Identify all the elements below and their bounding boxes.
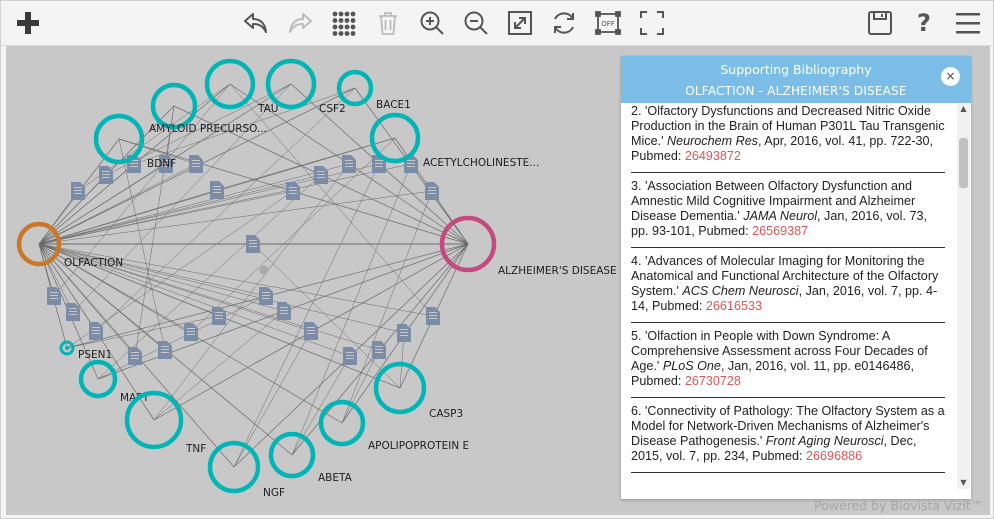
pubmed-link[interactable]: 26696886 (806, 449, 863, 463)
save-icon[interactable] (864, 7, 896, 39)
document-icon-line (69, 311, 77, 312)
document-icon-line (307, 330, 315, 331)
document-icon-line (50, 292, 58, 293)
document-icon-line (400, 335, 408, 336)
grid-icon[interactable] (328, 7, 360, 39)
document-icon-line (215, 315, 223, 316)
toolbar (1, 1, 993, 46)
reference-journal: JAMA Neurol (743, 209, 818, 223)
document-icon-line (92, 327, 100, 328)
reference-details: , Jan, 2016, vol. 11, pp. e0146486, Pubmed: (631, 359, 914, 388)
document-icon-line (280, 310, 288, 311)
document-icon-line (375, 346, 383, 347)
document-icon-line (50, 298, 58, 299)
document-icon-line (346, 355, 354, 356)
document-icon-line (187, 334, 195, 335)
edge (253, 244, 400, 388)
node-center-dot (65, 346, 69, 350)
document-icon-line (400, 332, 408, 333)
panel-header (621, 56, 971, 103)
document-icon-line (213, 192, 221, 193)
pubmed-link[interactable]: 26730728 (684, 374, 741, 388)
scroll-down-arrow-icon[interactable]: ▼ (960, 478, 967, 487)
document-icon-line (213, 186, 221, 187)
document-icon-line (307, 333, 315, 334)
document-icon-line (161, 349, 169, 350)
close-button[interactable]: × (941, 67, 960, 86)
node-label: ABETA (318, 472, 352, 484)
document-icon-line (187, 331, 195, 332)
node-label: BACE1 (376, 99, 411, 111)
menu-icon[interactable] (952, 7, 984, 39)
document-icon-line (102, 177, 110, 178)
add-icon[interactable] (12, 7, 44, 39)
document-icon-line (102, 174, 110, 175)
document-icon-line (74, 190, 82, 191)
document-icon-line (92, 330, 100, 331)
document-icon-line (375, 166, 383, 167)
document-icon-line (192, 160, 200, 161)
document-icon-line (317, 174, 325, 175)
zoom-in-icon[interactable] (416, 7, 448, 39)
scrollbar-thumb[interactable] (959, 138, 968, 188)
node-label: NGF (263, 487, 286, 499)
node-label: TNF (186, 443, 207, 455)
document-icon-line (262, 292, 270, 293)
edge (39, 191, 432, 244)
reference-journal: Neurochem Res (667, 134, 758, 148)
pubmed-link[interactable]: 26616533 (705, 299, 762, 313)
document-icon-line (375, 163, 383, 164)
help-icon[interactable]: ? (917, 9, 931, 37)
reference-item (631, 323, 945, 398)
edge (292, 356, 350, 455)
node-label: OLFACTION (64, 257, 124, 269)
reference-details: , Apr, 2016, vol. 41, pp. 722-30, Pubmed: (631, 134, 934, 163)
scroll-up-arrow-icon[interactable]: ▲ (960, 104, 967, 113)
node-label: APOLIPOPROTEIN E (368, 440, 470, 452)
document-icon-line (92, 333, 100, 334)
document-icon-line (289, 193, 297, 194)
panel-title: Supporting Bibliography (720, 62, 872, 77)
node-label: MAPT (120, 392, 149, 404)
document-icon-line (69, 308, 77, 309)
reference-list (631, 103, 945, 473)
edge (234, 164, 379, 467)
document-icon-line (428, 187, 436, 188)
edge (39, 164, 349, 244)
fullscreen-icon[interactable] (636, 7, 668, 39)
document-icon-line (346, 352, 354, 353)
document-icon-line (429, 312, 437, 313)
reference-title: 3. 'Association Between Olfactory Dysfunction and Amnestic Mild Cognitive Impairment and Alzheimer Disease Dementia.' (631, 179, 916, 223)
entity-nodes (19, 61, 617, 499)
document-icon-line (262, 298, 270, 299)
document-icon-line (249, 243, 257, 244)
document-icon-line (317, 177, 325, 178)
reference-details: , Dec, 2015, vol. 7, pp. 234, Pubmed: (631, 434, 917, 463)
document-icon-line (187, 328, 195, 329)
document-icon-line (131, 355, 139, 356)
reference-title: 4. 'Advances of Molecular Imaging for Monitoring the Anatomical and Functional Architecture of the Olfactory System.' (631, 254, 939, 298)
document-icon-line (192, 163, 200, 164)
edge (154, 164, 349, 420)
document-icon-line (130, 163, 138, 164)
center-dot (260, 266, 269, 275)
node-label: ACETYLCHOLINESTE... (423, 157, 540, 169)
document-icon-line (161, 346, 169, 347)
reference-title: 2. 'Olfactory Dysfunctions and Decreased Nitric Oxide Production in the Brain of Human P301L Tau Transgenic Mice.' (631, 104, 945, 148)
document-icon-line (69, 314, 77, 315)
document-icon-line (307, 327, 315, 328)
panel-body[interactable] (621, 103, 957, 499)
reference-title: 5. 'Olfaction in People with Down Syndrome: A Comprehensive Assessment across Four Decades of Age.' (631, 329, 928, 373)
reference-item (631, 398, 945, 473)
reference-item (631, 248, 945, 323)
reference-item (631, 103, 945, 173)
document-icon-line (375, 352, 383, 353)
document-icon-line (280, 307, 288, 308)
document-icon-line (280, 313, 288, 314)
panel-subtitle: OLFACTION - ALZHEIMER'S DISEASE (685, 84, 907, 98)
document-icon-line (249, 246, 257, 247)
document-icon-line (317, 171, 325, 172)
edge (191, 138, 395, 332)
document-icon-line (215, 312, 223, 313)
document-icon-line (192, 166, 200, 167)
document-icon-line (161, 352, 169, 353)
reference-journal: Front Aging Neurosci (765, 434, 884, 448)
undo-icon[interactable] (240, 7, 272, 39)
reference-title: 6. 'Connectivity of Pathology: The Olfactory System as a Model for Network-Driven Mechanisms of Alzheimer's Disease Pathogenesis.' (631, 404, 945, 448)
powered-by: Powered by Biovista Vizit™ (814, 498, 984, 513)
document-icon-line (249, 240, 257, 241)
edge (217, 138, 395, 190)
document-icon-line (131, 358, 139, 359)
fit-screen-icon[interactable] (504, 7, 536, 39)
refresh-icon[interactable] (548, 7, 580, 39)
pubmed-link[interactable]: 26493872 (684, 149, 741, 163)
bibliography-panel (621, 56, 971, 499)
document-icon-line (345, 163, 353, 164)
node-label: AMYLOID PRECURSO... (149, 123, 268, 135)
reference-item (631, 173, 945, 248)
document-icon-line (428, 193, 436, 194)
toggle-off-icon[interactable] (592, 7, 624, 39)
reference-details: , Jan, 2016, vol. 73, pp. 93-101, Pubmed: (631, 209, 927, 238)
document-icon-line (289, 190, 297, 191)
document-icon-line (130, 166, 138, 167)
document-icon-line (375, 160, 383, 161)
reference-details: , Jan, 2016, vol. 7, pp. 4-14, Pubmed: (631, 284, 938, 313)
document-icon-line (262, 295, 270, 296)
node-label: ALZHEIMER'S DISEASE (498, 265, 617, 277)
document-icon-line (74, 187, 82, 188)
document-icon-line (429, 315, 437, 316)
document-icon-line (346, 358, 354, 359)
document-icon-line (215, 318, 223, 319)
document-icon-line (345, 166, 353, 167)
document-icon-line (429, 318, 437, 319)
document-icon-line (375, 349, 383, 350)
node-label: BDNF (147, 158, 177, 170)
trash-icon[interactable] (372, 7, 404, 39)
node-label: CASP3 (429, 408, 464, 420)
edge (39, 244, 284, 311)
document-icon-line (407, 166, 415, 167)
redo-icon[interactable] (284, 7, 316, 39)
node-label: PSEN1 (78, 349, 113, 361)
document-icon-line (400, 329, 408, 330)
document-icon-line (345, 160, 353, 161)
document-icon-line (428, 190, 436, 191)
node-label: TAU (258, 103, 279, 115)
reference-journal: ACS Chem Neurosci (682, 284, 799, 298)
edge (39, 244, 266, 296)
zoom-out-icon[interactable] (460, 7, 492, 39)
pubmed-link[interactable]: 26569387 (752, 224, 809, 238)
document-icon-line (131, 352, 139, 353)
document-icon-line (102, 171, 110, 172)
document-icon-line (407, 163, 415, 164)
svg-text:OFF: OFF (601, 20, 615, 28)
scrollbar[interactable] (957, 103, 970, 489)
document-icon-line (50, 295, 58, 296)
node-label: CSF2 (319, 103, 346, 115)
document-icon-line (213, 189, 221, 190)
document-icon-line (289, 187, 297, 188)
document-icon-line (407, 160, 415, 161)
reference-journal: PLoS One (662, 359, 721, 373)
document-icon-line (74, 193, 82, 194)
